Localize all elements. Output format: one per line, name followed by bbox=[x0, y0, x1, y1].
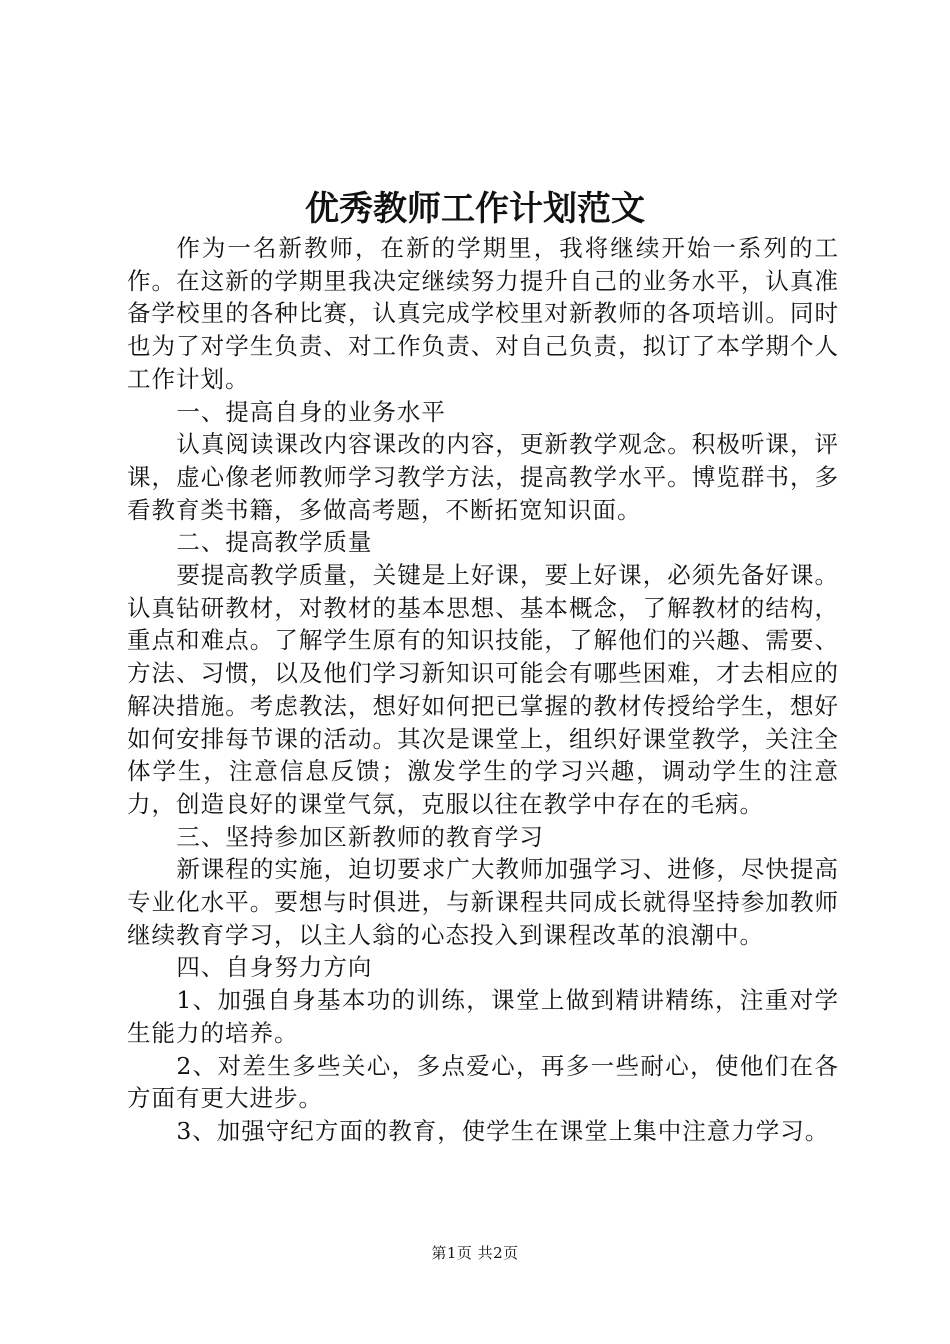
document-body bbox=[127, 232, 839, 1148]
section-heading-3: 三、坚持参加区新教师的教育学习 bbox=[176, 822, 544, 851]
intro-paragraph: 作为一名新教师，在新的学期里，我将继续开始一系列的工作。在这新的学期里我决定继续努力提升自己的业务水平，认真准备学校里的各种比赛，认真完成学校里对新教师的各项培训。同时也为了对学生负责、对工作负责、对自己负责，拟订了本学期个人工作计划。 bbox=[127, 234, 839, 393]
section-heading-2: 二、提高教学质量 bbox=[176, 528, 373, 557]
section-heading-1: 一、提高自身的业务水平 bbox=[176, 397, 446, 426]
list-item: 3、加强守纪方面的教育，使学生在课堂上集中注意力学习。 bbox=[176, 1116, 830, 1145]
list-item: 2、对差生多些关心，多点爱心，再多一些耐心，使他们在各方面有更大进步。 bbox=[127, 1051, 839, 1113]
section-paragraph-1: 认真阅读课改内容课改的内容，更新教学观念。积极听课，评课，虚心像老师教师学习教学方法，提高教学水平。博览群书，多看教育类书籍，多做高考题，不断拓宽知识面。 bbox=[127, 430, 839, 524]
page-footer: 第1页 共2页 bbox=[431, 1244, 519, 1262]
section-paragraph-2: 要提高教学质量，关键是上好课，要上好课，必须先备好课。认真钻研教材，对教材的基本思想、基本概念，了解教材的结构，重点和难点。了解学生原有的知识技能，了解他们的兴趣、需要、方法、习惯，以及他们学习新知识可能会有哪些困难，才去相应的解决措施。考虑教法，想好如何把已掌握的教材传授给学生，想好如何安排每节课的活动。其次是课堂上，组织好课堂教学，关注全体学生，注意信息反馈；激发学生的学习兴趣，调动学生的注意力，创造良好的课堂气氛，克服以往在教学中存在的毛病。 bbox=[127, 561, 839, 818]
document-title: 优秀教师工作计划范文 bbox=[305, 189, 645, 229]
section-paragraph-3: 新课程的实施，迫切要求广大教师加强学习、进修，尽快提高专业化水平。要想与时俱进，与新课程共同成长就得坚持参加教师继续教育学习，以主人翁的心态投入到课程改革的浪潮中。 bbox=[127, 855, 839, 949]
section-heading-4: 四、自身努力方向 bbox=[176, 953, 373, 982]
list-item: 1、加强自身基本功的训练，课堂上做到精讲精练，注重对学生能力的培养。 bbox=[127, 986, 839, 1047]
